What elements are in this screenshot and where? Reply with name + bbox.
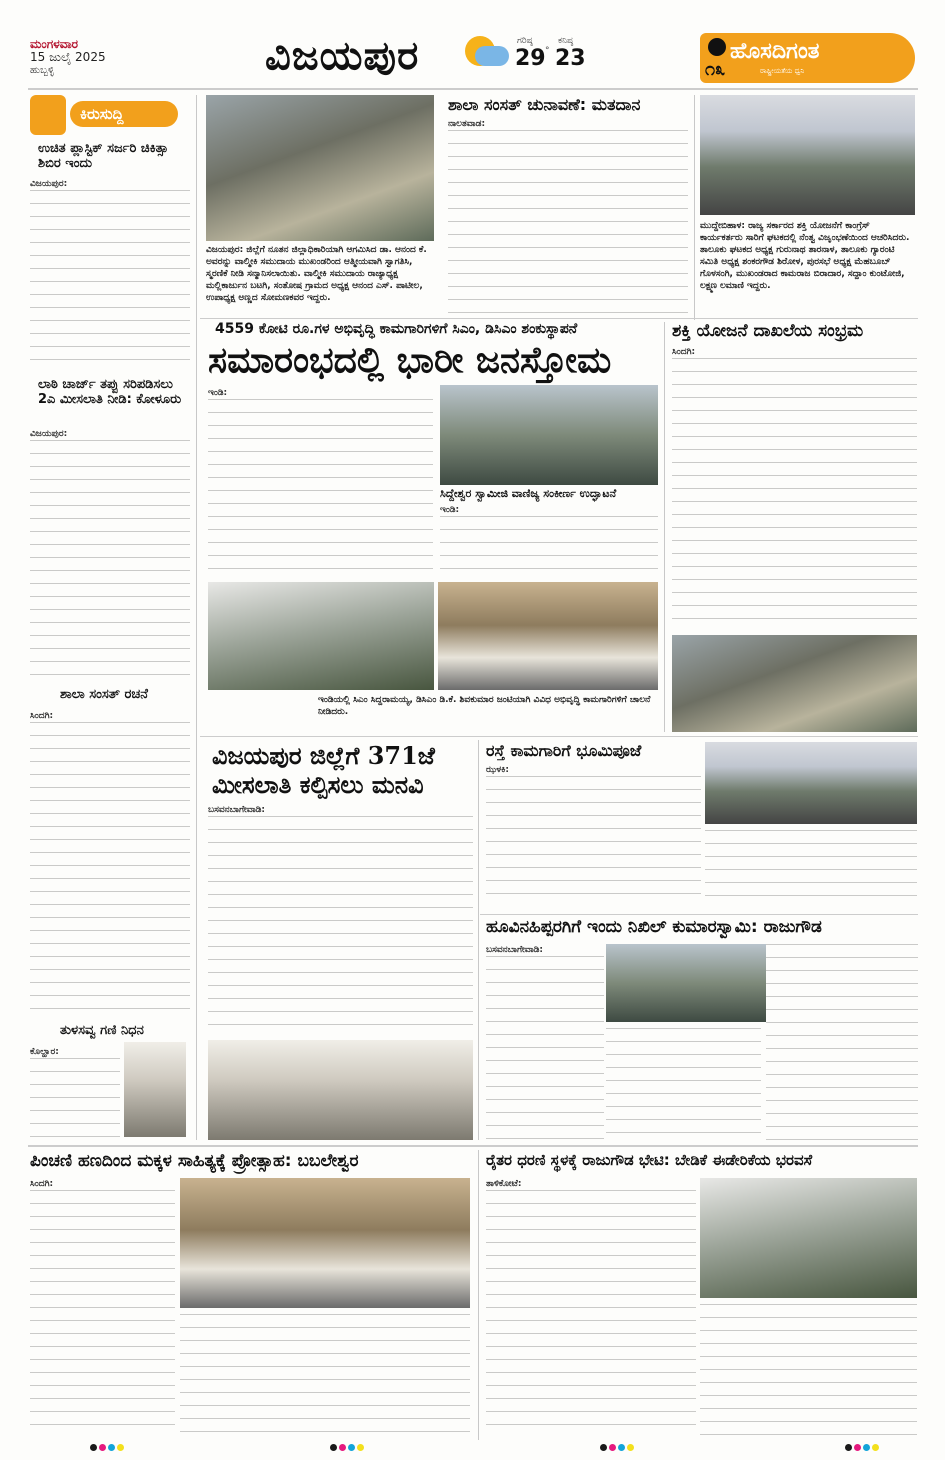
- reservation-photo: [208, 1040, 473, 1140]
- reservation-dateline: ಬಸವನಬಾಗೇವಾಡಿ:: [208, 805, 266, 815]
- brief-1-headline: ಉಚಿತ ಪ್ಲಾಸ್ಟಿಕ್ ಸರ್ಜರಿ ಚಿಕಿತ್ಸಾ ಶಿಬಿರ ಇಂದು: [38, 141, 169, 171]
- max-temp: 29: [515, 46, 546, 71]
- date-label: 15 ಜುಲೈ 2025: [30, 50, 106, 64]
- min-temp-label: ಕನಿಷ್ಠ: [558, 36, 574, 46]
- brief-3-dateline: ಸಿಂದಗಿ:: [30, 711, 54, 721]
- shakti-photo: [672, 635, 917, 732]
- brief-3-headline: ಶಾಲಾ ಸಂಸತ್ ರಚನೆ: [60, 687, 148, 702]
- road-dateline: ಝಳಕಿ:: [486, 765, 509, 775]
- brand-name: ಹೊಸದಿಗಂತ: [730, 39, 820, 64]
- max-temp-label: ಗರಿಷ್ಠ: [517, 36, 533, 46]
- dc-welcome-caption: ವಿಜಯಪುರ: ಜಿಲ್ಲೆಗೆ ನೂತನ ಜಿಲ್ಲಾಧಿಕಾರಿಯಾಗಿ ಆಗಮಿಸಿದ ಡಾ. ಆನಂದ ಕೆ. ಅವರನ್ನು ವಾಲ್ಮೀಕಿ ಸಮುದಾಯ ಮುಖಂಡರಿಂದ ಆತ್ಮೀಯವಾಗಿ ಸ್ವಾಗತಿಸಿ, ಸ್ಮರಣಿಕೆ ನೀಡಿ ಸನ್ಮಾನಿಸಲಾಯಿತು. ವಾಲ್ಮೀಕಿ ಸಮುದಾಯ ರಾಜ್ಯಾಧ್ಯಕ್ಷ ಮಲ್ಲಿಕಾರ್ಜುನ ಬಟಗಿ, ಸಂತೋಷ ಗ್ರಾಮದ ಅಧ್ಯಕ್ಷ ಆನಂದ ಎಸ್. ಪಾಟೀಲ, ಉಪಾಧ್ಯಕ್ಷ ಅಣ್ಣದ ಸೋಮಣಕವರ ಇದ್ದರು.: [206, 245, 427, 303]
- brand-tagline: ರಾಷ್ಟ್ರೀಯತೆಯ ಧ್ವನಿ: [760, 67, 805, 75]
- lead-dateline: ಇಂಡಿ:: [208, 388, 228, 398]
- plaque-photo: [438, 582, 658, 690]
- cloud-icon: [475, 46, 509, 66]
- lead-headline: ಸಮಾರಂಭದಲ್ಲಿ ಭಾರೀ ಜನಸ್ತೋಮ: [208, 339, 612, 381]
- shala-dateline: ನಾಲತವಾಡ:: [448, 119, 486, 129]
- obituary-photo: [124, 1042, 186, 1137]
- brief-2-dateline: ವಿಜಯಪುರ:: [30, 429, 68, 439]
- pension-photo: [180, 1178, 470, 1308]
- lead-photo-caption: ಇಂಡಿಯಲ್ಲಿ ಸಿಎಂ ಸಿದ್ದರಾಮಯ್ಯ, ಡಿಸಿಎಂ ಡಿ.ಕೆ. ಶಿವಕುಮಾರ ಜಂಟಿಯಾಗಿ ವಿವಿಧ ಅಭಿವೃದ್ಧಿ ಕಾಮಗಾರಿಗಳಿಗೆ ಚಾಲನೆ ನೀಡಿದರು.: [318, 695, 651, 717]
- color-registration-marks: [600, 1444, 634, 1451]
- shakti-dateline: ಸಿಂದಗಿ:: [672, 347, 696, 357]
- edition-city: ಹುಬ್ಬಳ್ಳಿ: [30, 65, 55, 76]
- weather-box: [465, 30, 590, 80]
- min-temp: 23: [555, 46, 586, 71]
- kiru-suddi-text: ಕಿರುಸುದ್ದಿ: [70, 101, 178, 127]
- brand-logo: [700, 33, 915, 83]
- hoovina-dateline: ಬಸವನಬಾಗೇವಾಡಿ:: [486, 945, 544, 955]
- color-registration-marks: [90, 1444, 124, 1451]
- farmers-headline: ರೈತರ ಧರಣಿ ಸ್ಥಳಕ್ಕೆ ರಾಜುಗೌಡ ಭೇಟಿ: ಬೇಡಿಕೆ ಈಡೇರಿಕೆಯ ಭರವಸೆ: [486, 1151, 813, 1169]
- dc-welcome-photo: [206, 95, 434, 241]
- brief-2-headline: ಲಾಠಿ ಚಾರ್ಜ್ ತಪ್ಪು ಸರಿಪಡಿಸಲು 2ಎ ಮೀಸಲಾತಿ ನೀಡಿ: ಕೋಳೂರು: [38, 377, 182, 407]
- brief-4-dateline: ಕೊಲ್ಹಾರ:: [30, 1047, 59, 1057]
- page-title: ವಿಜಯಪುರ: [265, 32, 420, 79]
- cm-stage-photo: [208, 582, 434, 690]
- kiru-suddi-label: [30, 95, 180, 137]
- lead-sub-headline: ಸಿದ್ದೇಶ್ವರ ಸ್ವಾಮೀಜಿ ವಾಣಿಜ್ಯ ಸಂಕೀರ್ಣ ಉದ್ಘಾಟನೆ: [440, 487, 617, 500]
- bus-celebration-photo: [700, 95, 915, 215]
- pension-dateline: ಸಿಂದಗಿ:: [30, 1179, 54, 1189]
- color-registration-marks: [330, 1444, 364, 1451]
- road-headline: ರಸ್ತೆ ಕಾಮಗಾರಿಗೆ ಭೂಮಿಪೂಜೆ: [486, 741, 642, 760]
- hoovina-headline: ಹೂವಿನಹಿಪ್ಪರಗಿಗೆ ಇಂದು ನಿಖಿಲ್ ಕುಮಾರಸ್ವಾಮಿ: ರಾಜುಗೌಡ: [486, 917, 822, 937]
- farmers-dateline: ತಾಳಿಕೋಟೆ:: [486, 1179, 522, 1189]
- lead-kicker: 4559 ಕೋಟಿ ರೂ.ಗಳ ಅಭಿವೃದ್ಧಿ ಕಾಮಗಾರಿಗಳಿಗೆ ಸಿಎಂ, ಡಿಸಿಎಂ ಶಂಕುಸ್ಥಾಪನೆ: [215, 321, 578, 337]
- day-label: ಮಂಗಳವಾರ: [30, 37, 79, 51]
- reservation-headline: ವಿಜಯಪುರ ಜಿಲ್ಲೆಗೆ 371ಜೆ ಮೀಸಲಾತಿ ಕಲ್ಪಿಸಲು ಮನವಿ: [212, 741, 435, 799]
- farmers-photo: [700, 1178, 917, 1298]
- temp-unit: °: [545, 46, 550, 56]
- pointing-hand-icon: [30, 95, 66, 135]
- brief-1-dateline: ವಿಜಯಪುರ:: [30, 179, 68, 189]
- lead-sub-dateline: ಇಂಡಿ:: [440, 505, 460, 515]
- pension-headline: ಪಿಂಚಣಿ ಹಣದಿಂದ ಮಕ್ಕಳ ಸಾಹಿತ್ಯಕ್ಕೆ ಪ್ರೋತ್ಸಾಹ: ಬಬಲೇಶ್ವರ: [30, 1151, 359, 1171]
- page-number: ೧೩: [705, 59, 726, 80]
- shala-headline: ಶಾಲಾ ಸಂಸತ್ ಚುನಾವಣೆ: ಮತದಾನ: [448, 95, 641, 114]
- brand-emblem-icon: [708, 38, 726, 56]
- road-photo: [705, 742, 917, 824]
- masthead-date: [30, 38, 106, 77]
- hoovina-photo: [606, 944, 766, 1022]
- bus-caption: ಮುದ್ದೇಬಿಹಾಳ: ರಾಜ್ಯ ಸರ್ಕಾರದ ಶಕ್ತಿ ಯೋಜನೆಗೆ ಕಾಂಗ್ರೆಸ್ ಕಾರ್ಯಕರ್ತರು ಸಾರಿಗೆ ಘಟಕದಲ್ಲಿ ನೆಂತ್ವ ವಿಜೃಂಭಣೆಯಿಂದ ಆಚರಿಸಿದರು. ತಾಲೂಕು ಘಟಕದ ಅಧ್ಯಕ್ಷ ಗುರುನಾಥ ತಾರನಾಳ, ತಾಲೂಕು ಗ್ಯಾರಂಟಿ ಸಮಿತಿ ಅಧ್ಯಕ್ಷ ಶಂಕರಗೌಡ ಶಿರೋಳ, ಪುರಸಭೆ ಅಧ್ಯಕ್ಷ ಮೆಹಬೂಬ್ ಗೊಳಸಂಗಿ, ಮುಖಂಡರಾದ ಕಾಮರಾಜ ಬಿರಾದಾರ, ಸದ್ದಾಂ ಕುಂಟೋಜಿ, ಲಕ್ಷ್ಮಣ ಲಮಾಣಿ ಇದ್ದರು.: [700, 221, 910, 291]
- brief-4-headline: ತುಳಸವ್ವ ಗಣಿ ನಿಧನ: [60, 1023, 144, 1038]
- shakti-headline: ಶಕ್ತಿ ಯೋಜನೆ ದಾಖಲೆಯ ಸಂಭ್ರಮ: [672, 321, 864, 341]
- complex-photo: [440, 385, 658, 485]
- color-registration-marks: [845, 1444, 879, 1451]
